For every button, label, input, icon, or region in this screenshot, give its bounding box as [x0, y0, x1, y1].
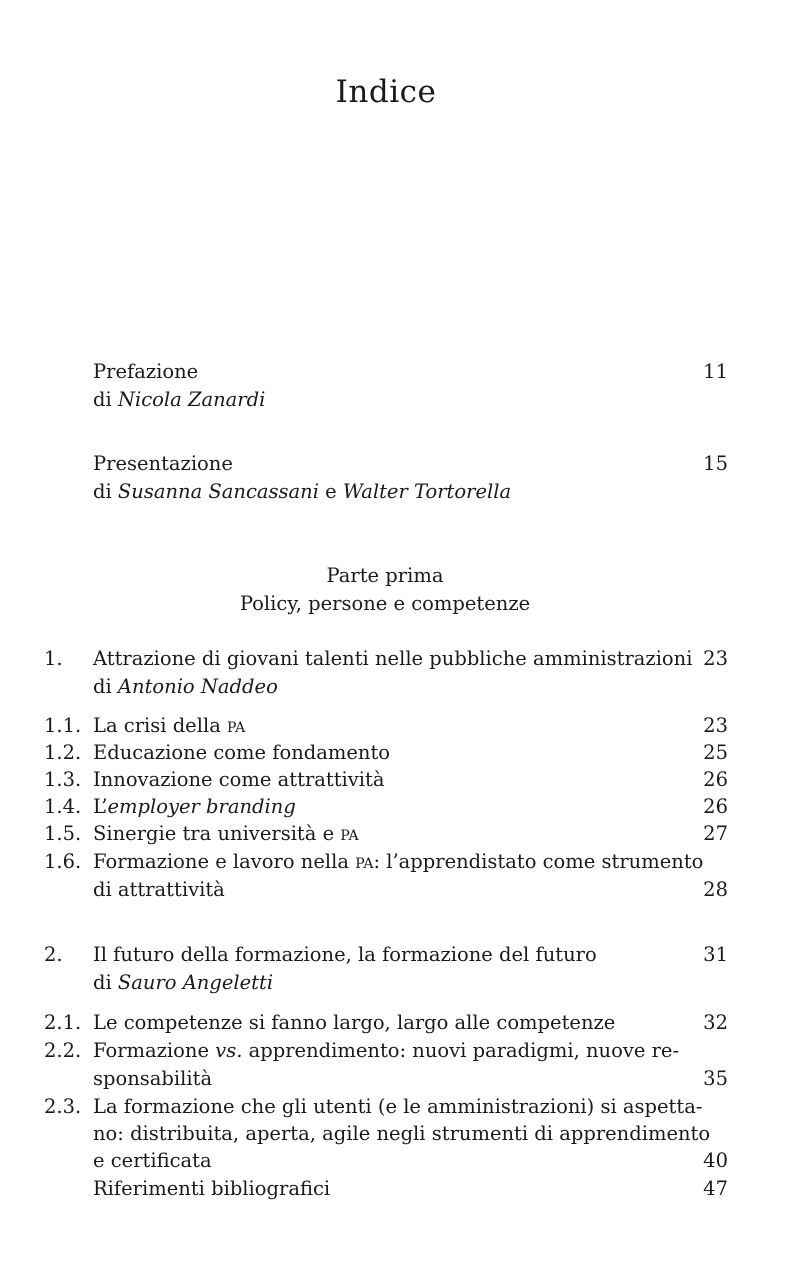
chapter-author-line: [93, 969, 273, 996]
page-number: 47: [703, 1177, 728, 1200]
page-number: 32: [703, 1011, 728, 1034]
author-name: Nicola Zanardi: [117, 388, 266, 411]
entry-author-line: [93, 478, 511, 505]
conjunction: e: [318, 480, 343, 503]
section-title-continued: e certificata: [93, 1149, 212, 1172]
section-title: Formazione e lavoro nella pa: l’apprendistato come strumento: [93, 850, 704, 873]
chapter-number: 1.: [44, 647, 63, 670]
section-title: Innovazione come attrattività: [93, 768, 385, 791]
page-number: 23: [703, 647, 728, 670]
section-title-continued: sponsabilità: [93, 1067, 213, 1090]
by-prefix: di: [93, 388, 118, 411]
author-name: Walter Tortorella: [342, 480, 512, 503]
by-prefix: di: [93, 675, 118, 698]
references-title: Riferimenti bibliografici: [93, 1177, 331, 1200]
section-number: 1.2.: [44, 741, 82, 764]
section-title: Educazione come fondamento: [93, 741, 391, 764]
chapter-number: 2.: [44, 943, 63, 966]
section-title: Le competenze si fanno largo, largo alle competenze: [93, 1011, 616, 1034]
author-name: Susanna Sancassani: [117, 480, 319, 503]
author-name: Sauro Angeletti: [117, 971, 274, 994]
page-number: 25: [703, 741, 728, 764]
section-number: 2.2.: [44, 1039, 82, 1062]
page-number: 26: [703, 795, 728, 818]
section-number: 1.4.: [44, 795, 82, 818]
page-number: 31: [703, 943, 728, 966]
section-number: 2.3.: [44, 1095, 82, 1118]
section-number: 1.5.: [44, 822, 82, 845]
page-number: 11: [703, 360, 728, 383]
by-prefix: di: [93, 971, 118, 994]
section-number: 1.3.: [44, 768, 82, 791]
page-title: Indice: [335, 74, 437, 110]
page-number: 27: [703, 822, 728, 845]
chapter-title: Il futuro della formazione, la formazione del futuro: [93, 943, 597, 966]
section-title: La crisi della pa: [93, 714, 246, 737]
section-number: 1.1.: [44, 714, 82, 737]
chapter-author-line: [93, 673, 278, 700]
page-number: 15: [703, 452, 728, 475]
chapter-title: Attrazione di giovani talenti nelle pubbliche amministrazioni: [93, 647, 693, 670]
entry-title: Prefazione: [93, 360, 199, 383]
section-title: Sinergie tra università e pa: [93, 822, 359, 845]
part-label: Parte prima: [326, 564, 444, 587]
page-number: 26: [703, 768, 728, 791]
entry-title: Presentazione: [93, 452, 233, 475]
page-number: 35: [703, 1067, 728, 1090]
author-name: Antonio Naddeo: [117, 675, 278, 698]
section-title-continued: di attrattività: [93, 878, 225, 901]
part-title: Policy, persone e competenze: [239, 592, 531, 615]
page-number: 28: [703, 878, 728, 901]
section-title: La formazione che gli utenti (e le amministrazioni) si aspetta-: [93, 1095, 703, 1118]
section-title-continued: no: distribuita, aperta, agile negli strumenti di apprendimento: [93, 1122, 711, 1145]
page-number: 23: [703, 714, 728, 737]
page-number: 40: [703, 1149, 728, 1172]
section-title: L’employer branding: [93, 795, 296, 818]
by-prefix: di: [93, 480, 118, 503]
section-title: Formazione vs. apprendimento: nuovi paradigmi, nuove re-: [93, 1039, 680, 1062]
section-number: 1.6.: [44, 850, 82, 873]
entry-author-line: [93, 386, 265, 413]
section-number: 2.1.: [44, 1011, 82, 1034]
